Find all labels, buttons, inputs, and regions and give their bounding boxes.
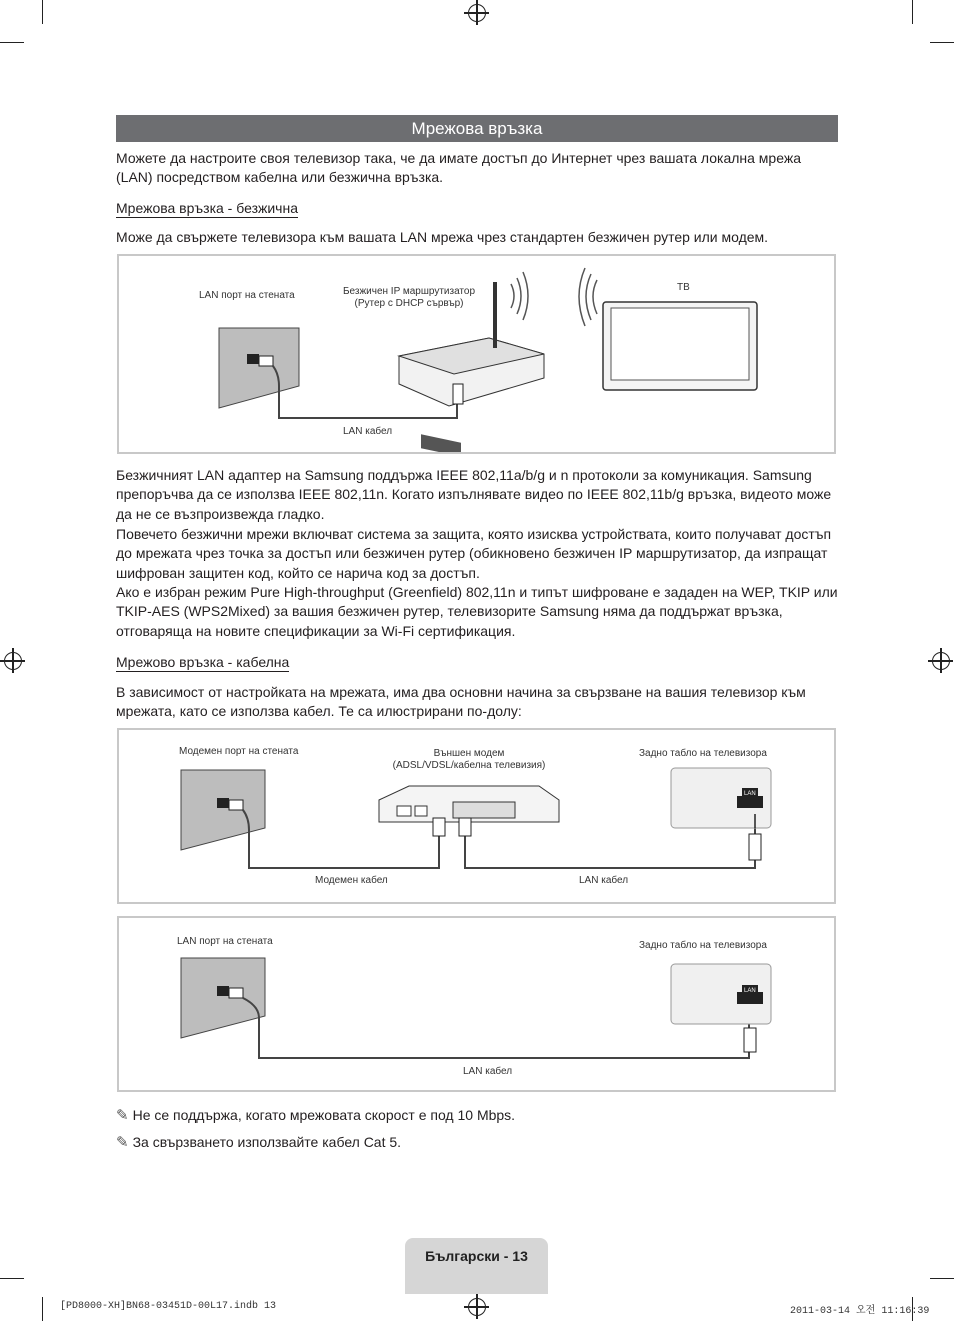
label-lan-tag: LAN (742, 985, 758, 997)
crop-mark (42, 0, 43, 24)
footer-date: 2011-03-14 오전 11:16:39 (790, 1306, 930, 1317)
label-external-modem-line1: Външен модем (433, 748, 505, 759)
wired-diagram-modem (117, 728, 836, 904)
label-lan-tag: LAN (742, 788, 758, 800)
wireless-paragraph-3: Ако е избран режим Pure High-throughput (Greenfield) 802,11n и типът шифроване е зададен на WEP, TKIP или TKIP-AES (WPS2Mixed) за вашия безжичен рутер, телевизорите Samsung няма да поддържат връзка, отговаряща на новите спецификации за Wi-Fi сертификация. (116, 584, 838, 639)
wired-diagram-lan (117, 916, 836, 1092)
label-tv-back: Задно табло на телевизора (639, 748, 767, 759)
registration-mark-icon (932, 652, 950, 670)
wireless-paragraph-2: Повечето безжични мрежи включват система за защита, която изисква устройствата, които получават достъп до мрежата чрез точка за достъп или безжичен рутер (обикновено безжичен IP маршрутизатор, да изпращат шифрован защитен код, който се нарича код за достъп. (116, 526, 832, 581)
note-speed-text: Не се поддържа, когато мрежовата скорост е под 10 Mbps. (132, 1107, 516, 1123)
crop-mark (930, 1278, 954, 1279)
label-lan-cable: LAN кабел (579, 875, 629, 886)
intro-text: Можете да настроите своя телевизор така, че да имате достъп до Интернет чрез вашата локална мрежа (LAN) посредством кабелна или безжична връзка. (116, 150, 802, 186)
note-cable (116, 1133, 401, 1151)
wireless-paragraph-1: Безжичният LAN адаптер на Samsung поддържа IEEE 802,11a/b/g и n протоколи за комуникация. Samsung препоръчва да се използва IEEE 802,11n. Когато изпълнявате видео по IEEE 802,11b/g връзка, видеото може да не се възпроизвежда гладко. (116, 467, 832, 522)
registration-mark-icon (468, 1298, 486, 1316)
crop-mark (912, 0, 913, 24)
label-router-line1: Безжичен IP маршрутизатор (342, 286, 476, 297)
note-speed (116, 1106, 515, 1124)
wired-text: В зависимост от настройката на мрежата, има два основни начина за свързване на вашия телевизор към мрежата, като се използва кабел. Те са илюстрирани по-долу: (116, 684, 806, 720)
label-lan-cable: LAN кабел (343, 426, 393, 437)
registration-mark-icon (4, 652, 22, 670)
label-tv: ТВ (677, 282, 690, 293)
wireless-diagram (117, 254, 836, 454)
label-modem-cable: Модемен кабел (315, 875, 388, 886)
label-tv-back: Задно табло на телевизора (639, 940, 767, 951)
footer-file: [PD8000-XH]BN68-03451D-00L17.indb 13 (60, 1301, 277, 1312)
pencil-note-icon: ✎ (116, 1134, 129, 1151)
section-title: Мрежова връзка (116, 115, 838, 142)
label-lan-port: LAN порт на стената (199, 290, 295, 301)
wireless-heading: Мрежова връзка - безжична (116, 200, 298, 216)
wireless-text: Може да свържете телевизора към вашата LAN мрежа чрез стандартен безжичен рутер или модем. (116, 229, 769, 245)
page-number-tab: Български - 13 (405, 1238, 548, 1294)
crop-mark (42, 1297, 43, 1321)
label-router (329, 286, 489, 310)
pencil-note-icon: ✎ (116, 1107, 129, 1124)
note-cable-text: За свързването използвайте кабел Cat 5. (132, 1134, 402, 1150)
crop-mark (0, 1278, 24, 1279)
label-lan-port: LAN порт на стената (177, 936, 273, 947)
label-modem-port: Модемен порт на стената (179, 746, 299, 757)
crop-mark (0, 42, 24, 43)
label-router-line2: (Рутер с DHCP сървър) (354, 298, 464, 309)
wired-heading: Мрежово връзка - кабелна (116, 654, 290, 670)
label-external-modem (379, 748, 559, 772)
label-external-modem-line2: (ADSL/VDSL/кабелна телевизия) (392, 760, 546, 771)
crop-mark (930, 42, 954, 43)
label-lan-cable: LAN кабел (463, 1066, 513, 1077)
registration-mark-icon (468, 4, 486, 22)
